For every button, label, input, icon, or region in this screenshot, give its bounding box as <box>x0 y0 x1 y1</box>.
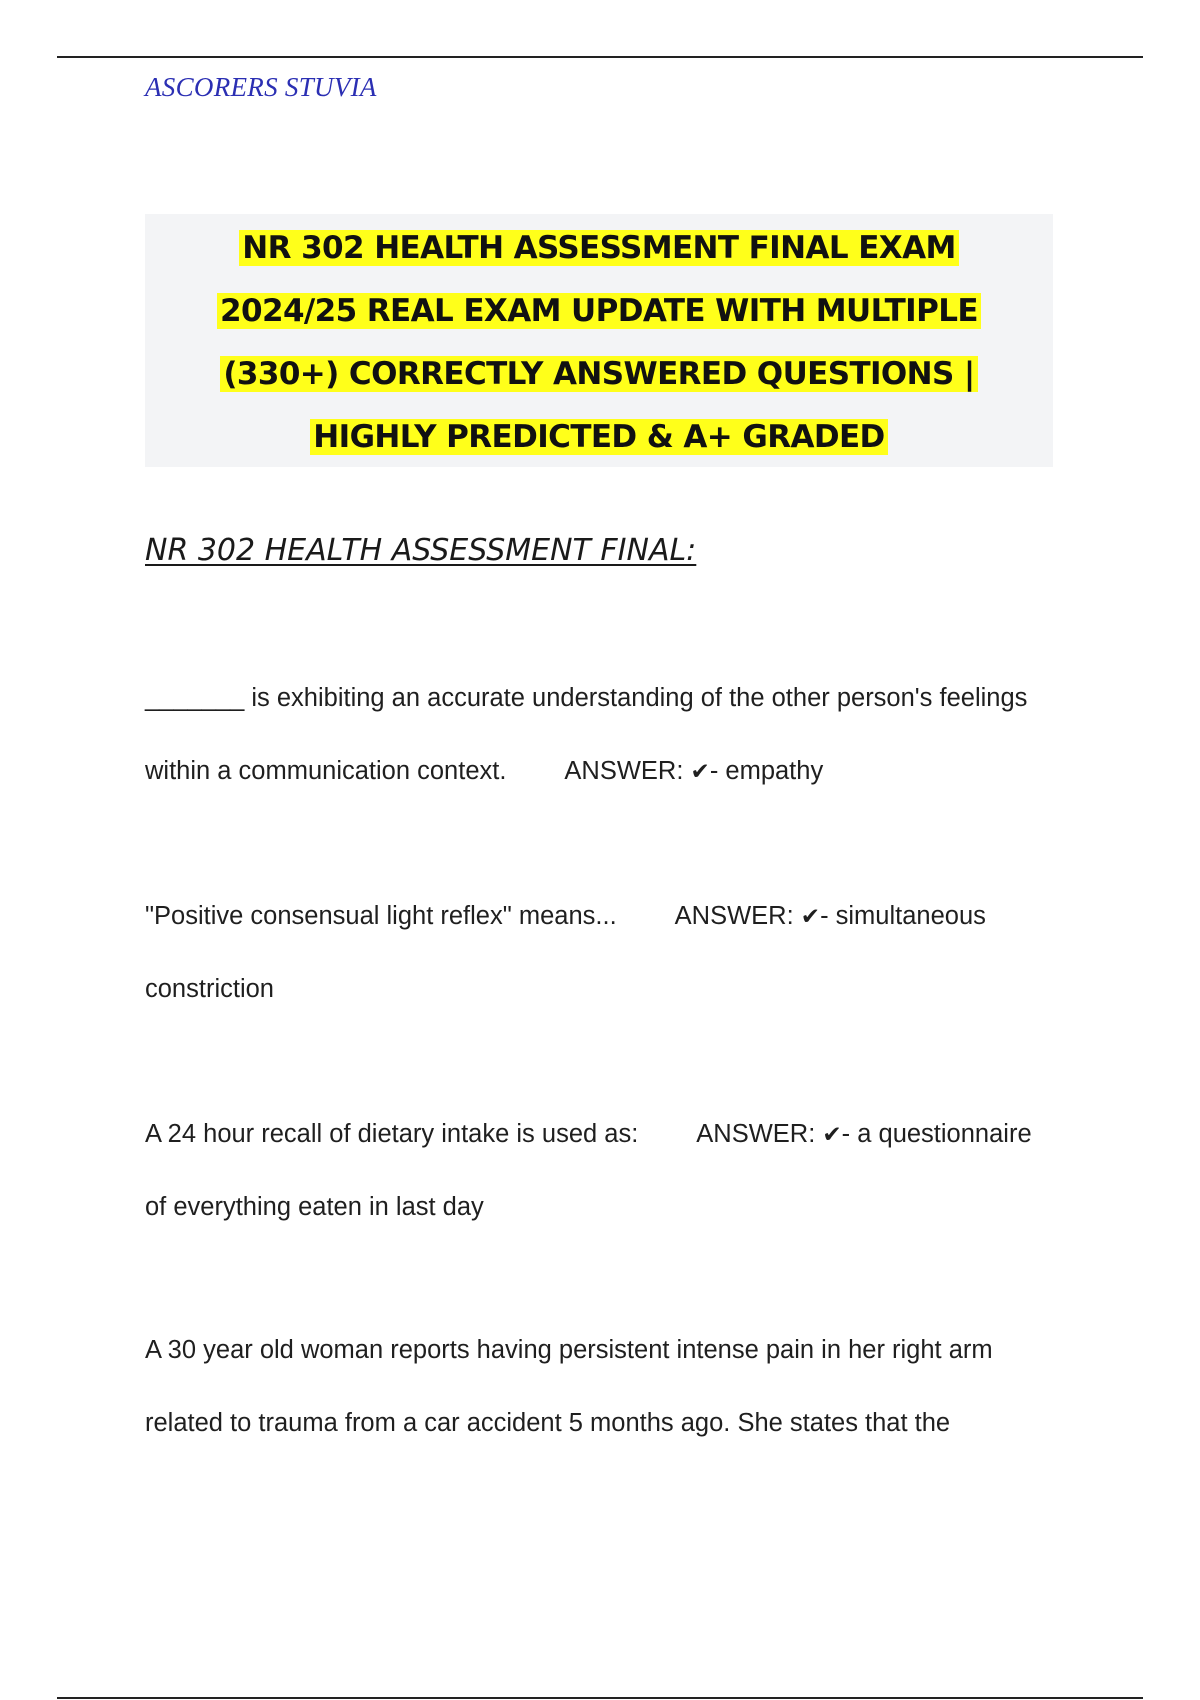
question-3-text: A 24 hour recall of dietary intake is used as: <box>145 1120 639 1148</box>
bottom-rule <box>57 1697 1143 1699</box>
question-2-answer-continuation: constriction <box>145 975 274 1003</box>
question-1-line-1: _______ is exhibiting an accurate understanding of the other person's feelings <box>145 684 1028 712</box>
question-1-line-2 <box>145 757 823 786</box>
answer-text: - simultaneous <box>820 902 986 930</box>
title-line-3-text: (330+) CORRECTLY ANSWERED QUESTIONS | <box>220 356 977 392</box>
answer-text: - a questionnaire <box>841 1120 1032 1148</box>
top-rule <box>57 56 1143 58</box>
question-2-line-1 <box>145 902 986 931</box>
section-heading: NR 302 HEALTH ASSESSMENT FINAL: <box>145 533 697 568</box>
title-line-4 <box>145 417 1053 457</box>
answer-label: ANSWER: <box>674 902 794 930</box>
question-1-answer <box>564 757 823 786</box>
title-line-3 <box>145 354 1053 394</box>
title-block <box>145 214 1053 467</box>
header-brand: ASCORERS STUVIA <box>145 72 377 102</box>
question-4-line-2: related to trauma from a car accident 5 months ago. She states that the <box>145 1409 951 1437</box>
question-3-answer-continuation: of everything eaten in last day <box>145 1193 484 1221</box>
answer-text: - empathy <box>709 757 824 785</box>
checkmark-icon: ✔ <box>800 904 821 930</box>
answer-label: ANSWER: <box>564 757 684 785</box>
title-line-2-text: 2024/25 REAL EXAM UPDATE WITH MULTIPLE <box>217 293 981 329</box>
question-2-text: "Positive consensual light reflex" means... <box>145 902 617 930</box>
question-1-text: within a communication context. <box>145 757 507 785</box>
question-3-answer <box>696 1120 1031 1149</box>
title-line-1 <box>145 228 1053 268</box>
title-line-2 <box>145 291 1053 331</box>
checkmark-icon: ✔ <box>822 1122 842 1148</box>
title-line-4-text: HIGHLY PREDICTED & A+ GRADED <box>310 419 887 455</box>
question-4-line-1: A 30 year old woman reports having persistent intense pain in her right arm <box>145 1336 993 1364</box>
question-2-answer <box>675 902 986 931</box>
question-3-line-1 <box>145 1120 1032 1149</box>
title-line-1-text: NR 302 HEALTH ASSESSMENT FINAL EXAM <box>239 230 958 266</box>
answer-label: ANSWER: <box>696 1120 816 1148</box>
checkmark-icon: ✔ <box>690 759 710 785</box>
